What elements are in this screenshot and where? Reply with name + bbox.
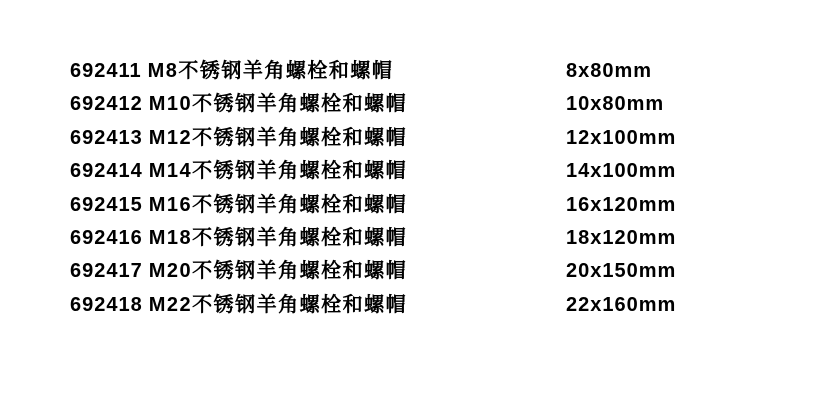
product-name: M22不锈钢羊角螺栓和螺帽 — [148, 293, 408, 316]
product-row — [70, 88, 790, 121]
product-name: M16不锈钢羊角螺栓和螺帽 — [148, 193, 408, 216]
product-code: 692417 — [70, 260, 143, 283]
product-code: 692418 — [70, 293, 143, 316]
product-name: M14不锈钢羊角螺栓和螺帽 — [148, 160, 408, 183]
product-name: M20不锈钢羊角螺栓和螺帽 — [148, 260, 408, 283]
product-size: 8x80mm — [566, 60, 653, 82]
product-size: 16x120mm — [566, 193, 677, 216]
product-size: 18x120mm — [566, 226, 677, 249]
product-row — [70, 155, 790, 188]
product-size: 12x100mm — [566, 126, 677, 149]
product-row — [70, 122, 790, 155]
product-code: 692414 — [70, 160, 143, 183]
product-name: M10不锈钢羊角螺栓和螺帽 — [148, 93, 408, 116]
product-name: M12不锈钢羊角螺栓和螺帽 — [148, 126, 408, 149]
product-code: 692413 — [70, 126, 143, 149]
product-code: 692411 — [70, 60, 142, 82]
product-row — [70, 55, 790, 88]
product-row — [70, 222, 790, 255]
product-code: 692415 — [70, 193, 143, 216]
product-name: M8不锈钢羊角螺栓和螺帽 — [147, 60, 394, 82]
product-size: 10x80mm — [566, 93, 665, 116]
product-row — [70, 289, 790, 322]
product-code: 692412 — [70, 93, 143, 116]
product-list — [70, 55, 790, 322]
product-row — [70, 189, 790, 222]
product-code: 692416 — [70, 226, 143, 249]
product-name: M18不锈钢羊角螺栓和螺帽 — [148, 226, 408, 249]
product-size: 14x100mm — [566, 160, 677, 183]
product-size: 20x150mm — [566, 260, 677, 283]
product-row — [70, 255, 790, 288]
product-size: 22x160mm — [566, 293, 677, 316]
